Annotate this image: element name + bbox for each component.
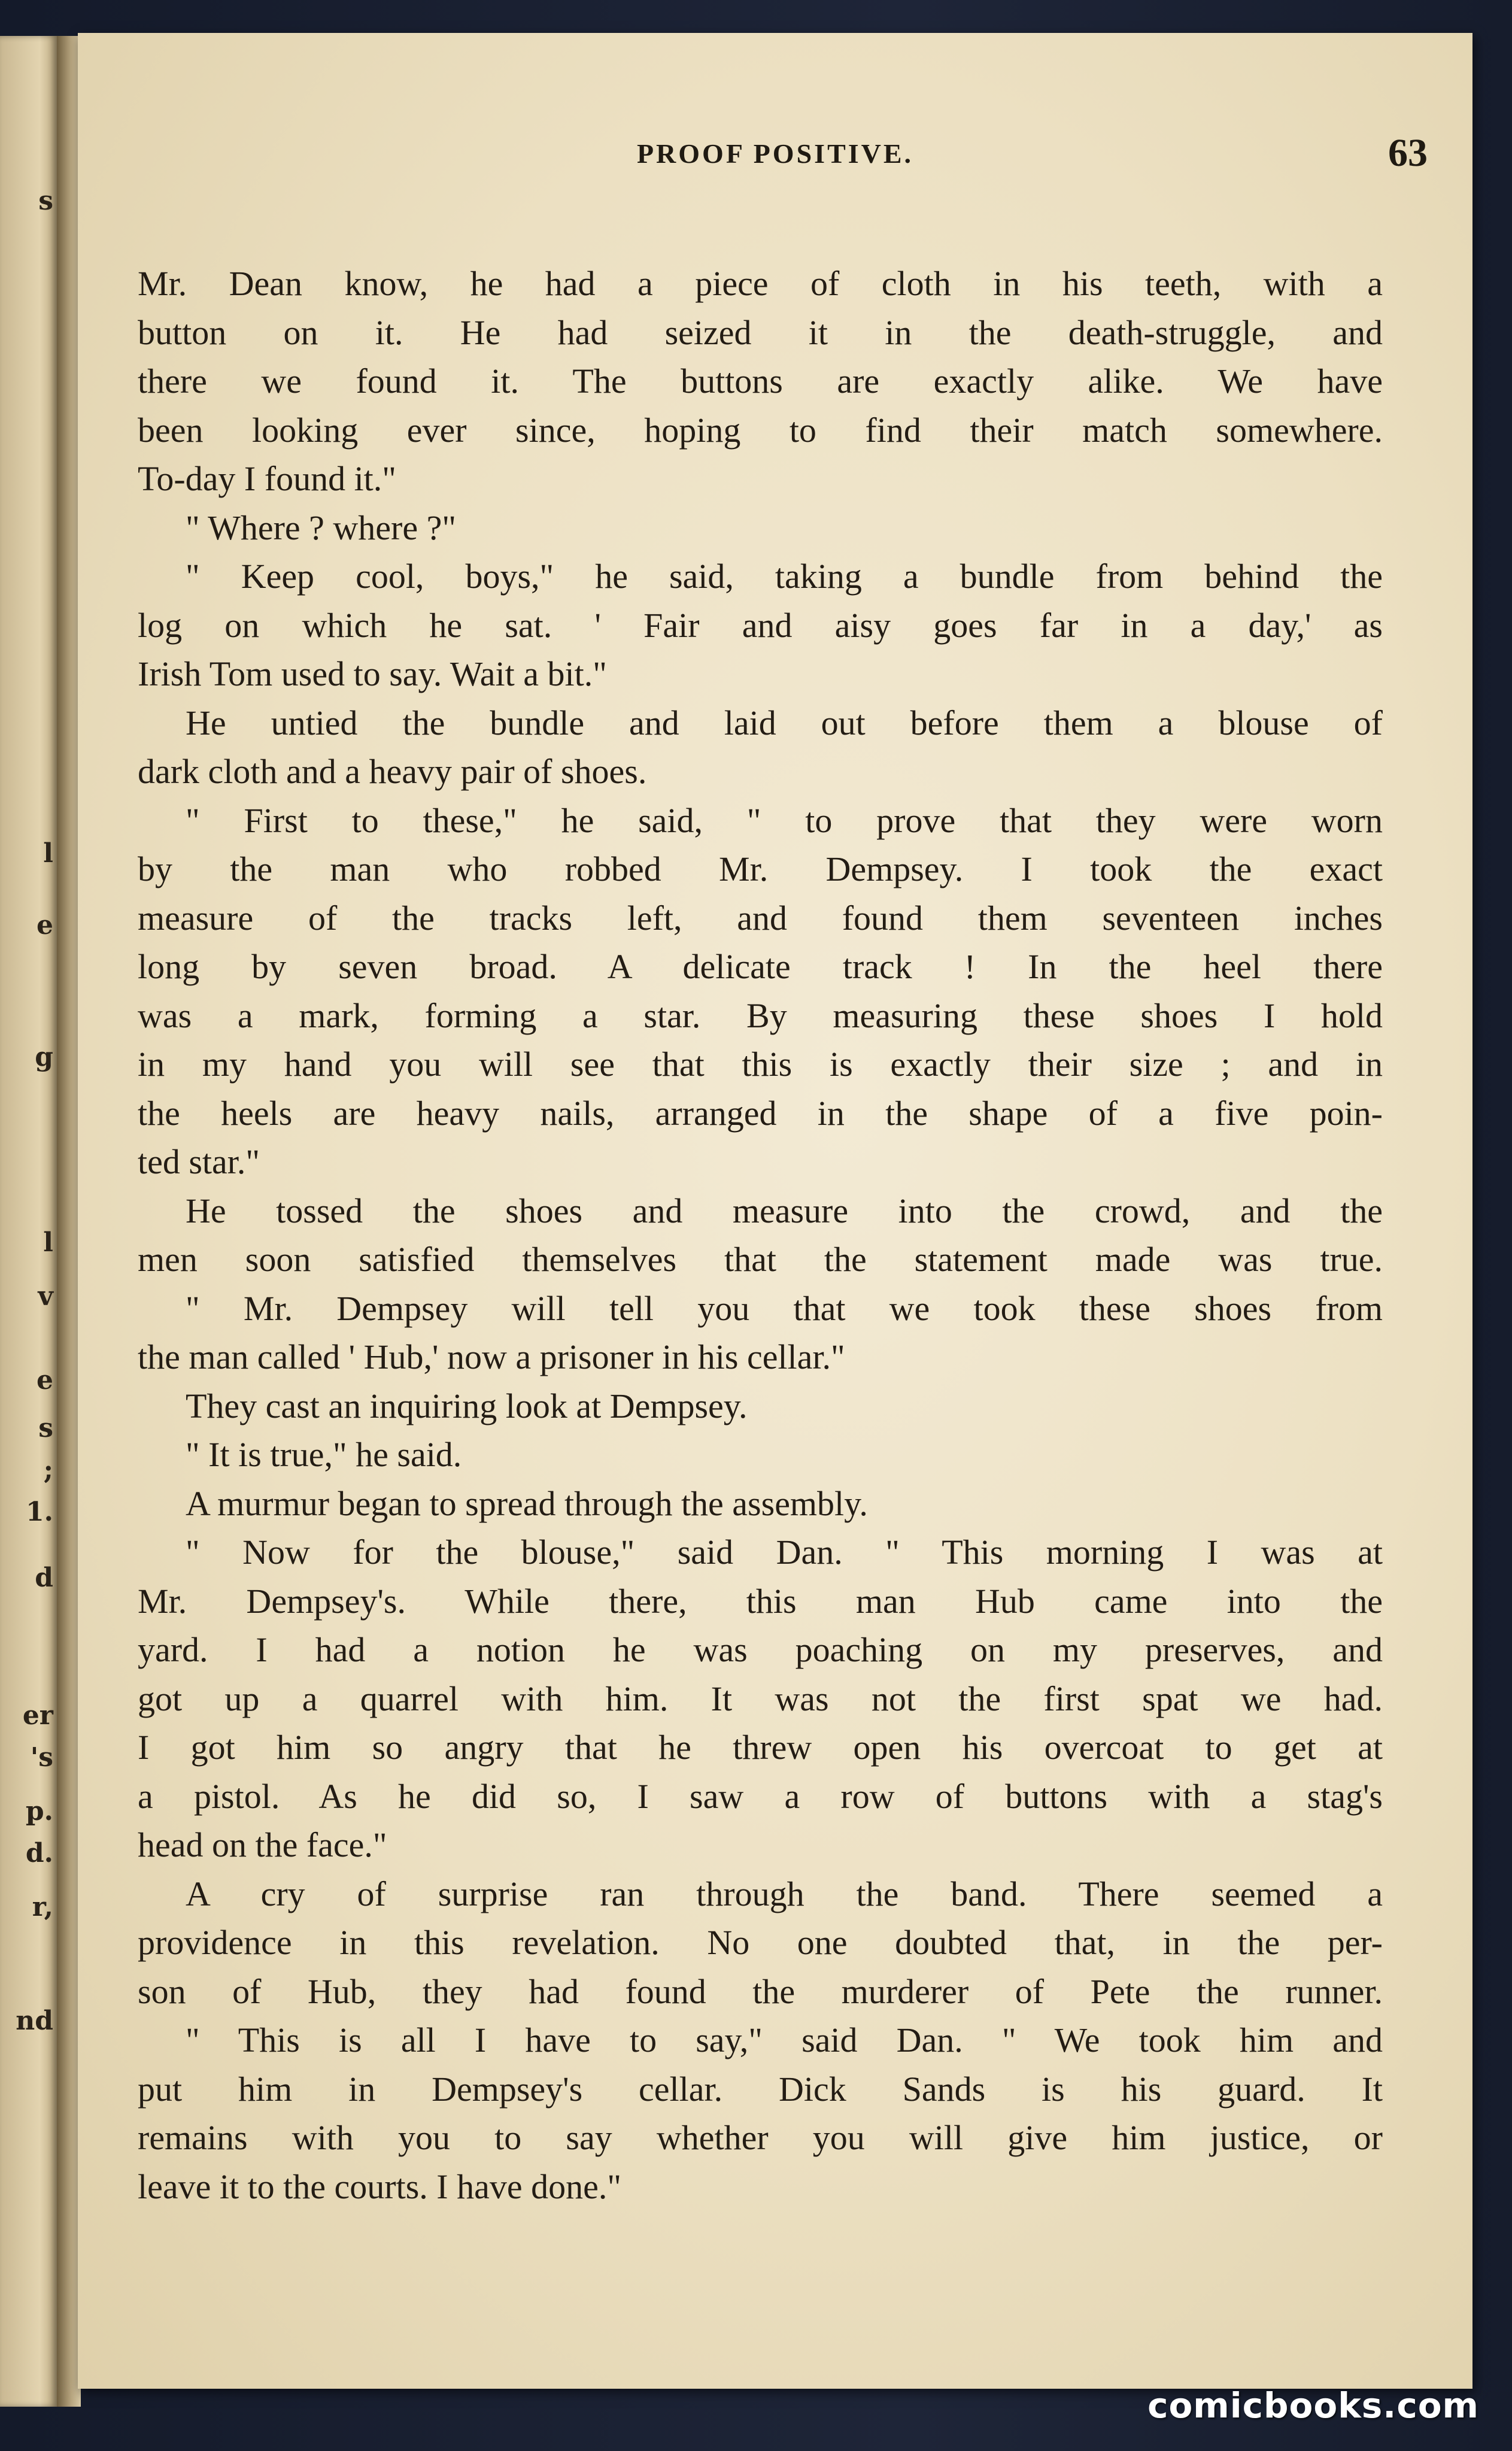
facing-page-fragment: d bbox=[35, 1563, 53, 1593]
running-title: PROOF POSITIVE. bbox=[636, 138, 914, 169]
text-line: ted star." bbox=[138, 1142, 260, 1181]
text-line: got up a quarrel with him. It was not the first spat we had. bbox=[138, 1679, 1383, 1718]
text-line: They cast an inquiring look at Dempsey. bbox=[186, 1386, 748, 1425]
text-line: by the man who robbed Mr. Dempsey. I took the exact bbox=[138, 850, 1383, 888]
facing-page-fragment: e bbox=[37, 1365, 53, 1396]
running-head bbox=[78, 131, 1472, 192]
text-line: men soon satisfied themselves that the statement made was true. bbox=[138, 1240, 1383, 1279]
facing-page-fragment: ; bbox=[43, 1455, 53, 1485]
text-line: measure of the tracks left, and found them seventeen inches bbox=[138, 898, 1383, 938]
text-line: put him in Dempsey's cellar. Dick Sands is his guard. It bbox=[138, 2069, 1383, 2109]
text-line: the heels are heavy nails, arranged in the shape of a five poin- bbox=[138, 1093, 1383, 1133]
text-line: button on it. He had seized it in the death-struggle, and bbox=[138, 313, 1383, 352]
facing-page-fragment: s bbox=[38, 1413, 53, 1443]
text-line: " Where ? where ?" bbox=[186, 508, 457, 547]
text-line: providence in this revelation. No one doubted that, in the per- bbox=[138, 1923, 1383, 1962]
text-line: " It is true," he said. bbox=[186, 1435, 462, 1474]
text-line: was a mark, forming a star. By measuring these shoes I hold bbox=[138, 996, 1383, 1035]
facing-page-fragment: l bbox=[43, 838, 53, 869]
facing-page-fragment: d. bbox=[25, 1838, 53, 1868]
text-line: son of Hub, they had found the murderer of Pete the runner. bbox=[138, 1971, 1383, 2011]
facing-page-fragment: 1. bbox=[26, 1497, 53, 1527]
page-number: 63 bbox=[1388, 131, 1428, 175]
text-line: " Mr. Dempsey will tell you that we took these shoes from bbox=[186, 1288, 1383, 1328]
text-line: dark cloth and a heavy pair of shoes. bbox=[138, 752, 647, 791]
book-gutter bbox=[57, 36, 81, 2407]
facing-page-fragment: r, bbox=[32, 1892, 53, 1922]
facing-page-edge bbox=[0, 36, 57, 2407]
text-line: there we found it. The buttons are exactly alike. We have bbox=[138, 362, 1383, 401]
facing-page-fragment: g bbox=[35, 1042, 53, 1072]
text-line: in my hand you will see that this is exactly their size ; and in bbox=[138, 1045, 1383, 1084]
facing-page-fragment: l bbox=[43, 1227, 53, 1258]
text-line: " This is all I have to say," said Dan. " We took him and bbox=[186, 2021, 1383, 2059]
facing-page-fragment: e bbox=[37, 910, 53, 941]
text-line: " First to these," he said, " to prove that they were worn bbox=[186, 800, 1383, 840]
facing-page-fragment: p. bbox=[25, 1796, 53, 1827]
text-line: Mr. Dean know, he had a piece of cloth in his teeth, with a bbox=[138, 264, 1383, 303]
text-line: remains with you to say whether you will give him justice, or bbox=[138, 2118, 1383, 2157]
text-line: To-day I found it." bbox=[138, 459, 396, 498]
facing-page-fragment: er bbox=[22, 1700, 53, 1731]
book-page bbox=[78, 33, 1472, 2389]
text-line: Irish Tom used to say. Wait a bit." bbox=[138, 654, 607, 693]
text-line: been looking ever since, hoping to find their match somewhere. bbox=[138, 410, 1383, 450]
watermark-text: comicbooks.com bbox=[1147, 2385, 1479, 2426]
facing-page-fragment: v bbox=[38, 1281, 53, 1312]
facing-page-fragment: s bbox=[38, 186, 53, 216]
body-text bbox=[138, 259, 1383, 2211]
text-line: yard. I had a notion he was poaching on my preserves, and bbox=[138, 1630, 1383, 1669]
facing-page-fragment: 's bbox=[30, 1742, 53, 1773]
text-line: log on which he sat. ' Fair and aisy goes far in a day,' as bbox=[138, 605, 1383, 645]
text-line: " Now for the blouse," said Dan. " This morning I was at bbox=[186, 1533, 1383, 1572]
text-line: A cry of surprise ran through the band. There seemed a bbox=[186, 1874, 1383, 1913]
text-line: head on the face." bbox=[138, 1825, 387, 1864]
text-line: " Keep cool, boys," he said, taking a bundle from behind the bbox=[186, 557, 1383, 596]
text-line: a pistol. As he did so, I saw a row of buttons with a stag's bbox=[138, 1776, 1383, 1816]
text-line: Mr. Dempsey's. While there, this man Hub came into the bbox=[138, 1581, 1383, 1621]
text-line: He tossed the shoes and measure into the crowd, and the bbox=[186, 1191, 1383, 1230]
text-line: A murmur began to spread through the assembly. bbox=[186, 1484, 868, 1523]
facing-page-fragment: nd bbox=[16, 2006, 53, 2036]
text-line: the man called ' Hub,' now a prisoner in his cellar." bbox=[138, 1337, 845, 1376]
text-line: leave it to the courts. I have done." bbox=[138, 2167, 622, 2206]
text-line: I got him so angry that he threw open his overcoat to get at bbox=[138, 1728, 1383, 1767]
text-line: long by seven broad. A delicate track ! In the heel there bbox=[138, 947, 1383, 986]
text-line: He untied the bundle and laid out before them a blouse of bbox=[186, 703, 1383, 742]
